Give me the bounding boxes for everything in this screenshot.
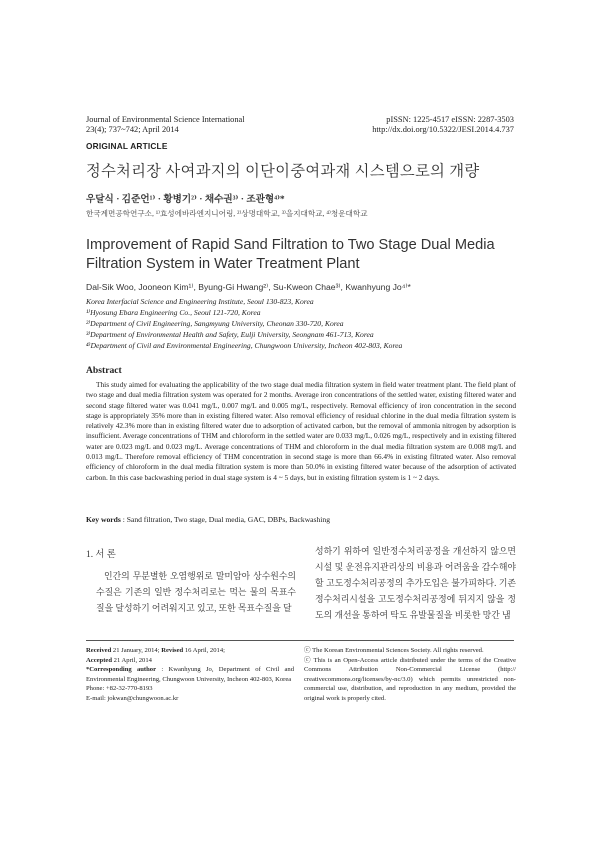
english-affiliations [86, 296, 526, 351]
affiliation-3: ³⁾Department of Environmental Health and Safety, Eulji University, Seongnam 461-713, Korea [86, 330, 374, 339]
english-authors: Dal-Sik Woo, Jooneon Kim¹⁾, Byung-Gi Hwang²⁾, Su-Kweon Chae³⁾, Kwanhyung Jo⁴⁾* [86, 282, 411, 292]
affiliation-4: ⁴⁾Department of Civil and Environmental Engineering, Chungwoon University, Incheon 402-803, Korea [86, 341, 403, 350]
affiliation-2: ²⁾Department of Civil Engineering, Sangmyung University, Cheonan 330-720, Korea [86, 319, 344, 328]
phone: Phone: +82-32-770-8193 [86, 685, 153, 693]
corresponding-author: *Corresponding author : Kwanhyung Jo, Department of Civil and Environmental Engineering, Chungwoon University, Incheon 402-803, Korea [86, 666, 294, 683]
journal-volume: 23(4); 737~742; April 2014 [86, 125, 179, 134]
affiliation-0: Korea Interfacial Science and Engineering Institute, Seoul 130-823, Korea [86, 297, 314, 306]
keywords-line [86, 515, 330, 524]
abstract-text: This study aimed for evaluating the applicability of the two stage dual media filtration system in field water treatment plant. The field plant of two stage and dual media filtration system was operated for 2 months. Average iron concentrations of the settled water, existing filtered water and second stage filtered water was 0.041 mg/L, 0.007 mg/L and 0.005 mg/L, respectively. Removal efficiency of iron concentration in the second stage is appropriately 35% more than in existing filtered water. Also removal efficiency of residual chlorine in the dual media filtration system is relatively 42.3% more than in existing filtered water due to adsorption of activated carbon, but the removal of ammonia nitrogen by adsorption is insufficient. Average concentrations of THM and chloroform in the settled water are 0.033 mg/L, 0.026 mg/L, respectively and in existing filtered water are 0.023 mg/L and 0.023 mg/L. Average concentrations of THM and chloroform in the dual media filtration system are 0.008 mg/L and 0.013 mg/L. Therefore removal efficiency of THM concentration in second stage is more than 66.4% in existing filtrated water. Also removal efficiency of chloroform in the dual media filtration system is more than 50.0% in existing filtered water because of the adsorption of activated carbon. In this case backwashing period in dual stage system is 4 ~ 5 days, but in existing filtration system is 1 ~ 2 days. [86, 380, 516, 482]
copyright-notice: ⓒ The Korean Environmental Sciences Society. All rights reserved. [304, 647, 484, 654]
keywords-label: Key words [86, 515, 121, 524]
korean-authors: 우달식 · 김준언¹⁾ · 황병기²⁾ · 채수권³⁾ · 조관형⁴⁾* [86, 194, 285, 205]
footer-divider [86, 640, 514, 641]
article-type: ORIGINAL ARTICLE [86, 141, 168, 151]
body-right-column: 성하기 위하여 일반정수처리공정을 개선하지 않으면 시설 및 운전유지관리상의 비용과 어려움을 감수해야 할 고도정수처리공정의 추가도입은 불가피하다. 기존 정수처리시설을 고도정수처리공정에 뒤지지 않을 정도의 개선을 통하여 탁도 유발물질을 비롯한 망간 냄 [315, 546, 516, 620]
abstract-heading: Abstract [86, 365, 122, 376]
affiliation-1: ¹⁾Hyosung Ebara Engineering Co., Seoul 121-720, Korea [86, 308, 261, 317]
korean-affiliations: 한국계면공학연구소, ¹⁾효성에바라엔지니어링, ²⁾상명대학교, ³⁾을지대학교, ⁴⁾청운대학교 [86, 209, 368, 218]
korean-title: 정수처리장 사여과지의 이단이중여과재 시스템으로의 개량 [86, 163, 480, 180]
keywords-list: : Sand filtration, Two stage, Dual media, GAC, DBPs, Backwashing [120, 515, 330, 524]
accepted-line: Accepted 21 April, 2014 [86, 656, 152, 664]
section-heading: 1. 서 론 [86, 550, 116, 560]
footer-left [86, 646, 294, 704]
received-line: Received 21 January, 2014; Revised 16 April, 2014; [86, 647, 225, 654]
footer-right [304, 646, 516, 704]
email[interactable]: E-mail: jokwan@chungwoon.ac.kr [86, 694, 179, 702]
license-notice: ⓒ This is an Open-Access article distributed under the terms of the Creative Commons Attribution Non-Commercial License (http:// creativecommons.org/licenses/by-nc/3.0) which permits unrestricted non-commercial use, distribution, and reproduction in any medium, provided the original work is properly cited. [304, 656, 516, 702]
journal-doi[interactable]: http://dx.doi.org/10.5322/JESI.2014.4.737 [372, 125, 514, 134]
english-title: Improvement of Rapid Sand Filtration to Two Stage Dual Media Filtration System in Water Treatment Plant [86, 237, 495, 272]
body-left-column: 인간의 무분별한 오염행위로 말미암아 상수원수의 수질은 기존의 일반 정수처리로는 먹는 물의 목표수질을 달성하기 어려워지고 있고, 또한 목표수질을 달 [96, 571, 296, 613]
journal-issn: pISSN: 1225-4517 eISSN: 2287-3503 [386, 115, 514, 124]
journal-name: Journal of Environmental Science International [86, 115, 245, 124]
